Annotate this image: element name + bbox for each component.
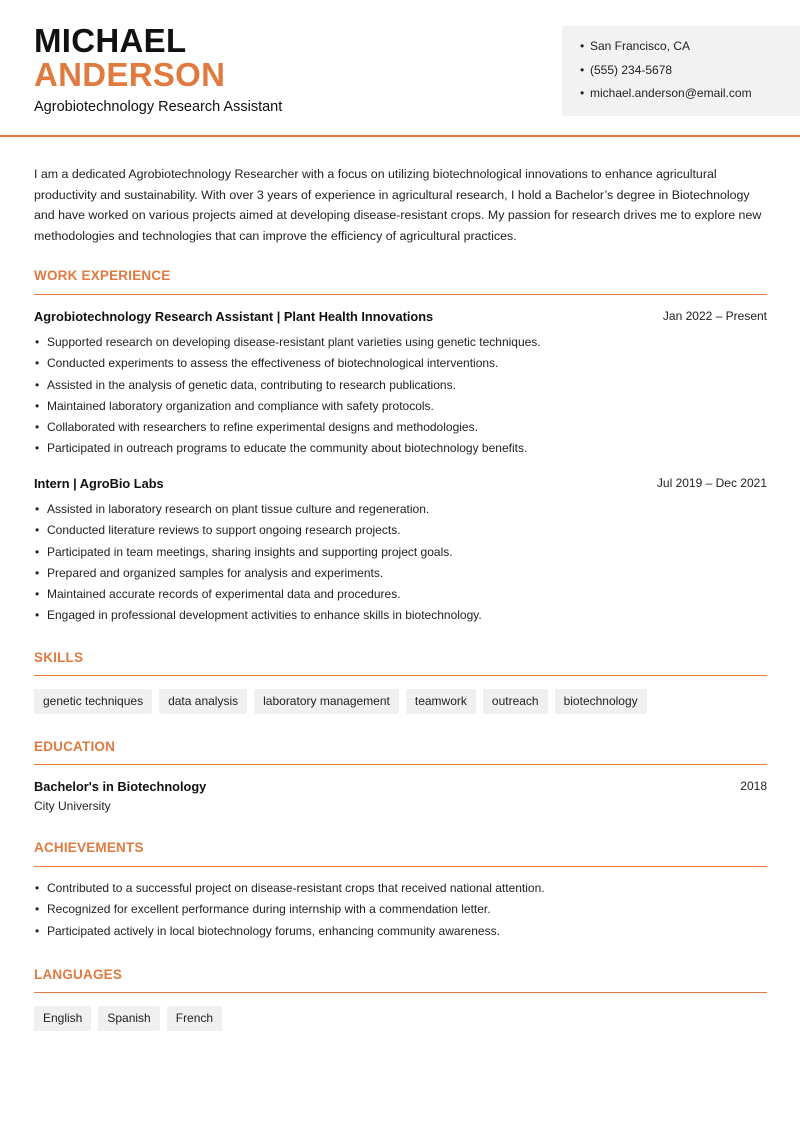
last-name: ANDERSON [34,56,226,93]
section-divider [34,866,767,867]
list-item: • Participated in team meetings, sharing insights and supporting project goals. [34,542,767,563]
skill-tag: biotechnology [555,689,647,714]
job-title: Agrobiotechnology Research Assistant [34,99,283,115]
job-dates: Jan 2022 – Present [662,309,767,323]
skill-tag: laboratory management [254,689,399,714]
job-bullet-list [34,332,767,460]
list-item: • Engaged in professional development activities to enhance skills in biotechnology. [34,605,767,626]
list-item: • Conducted experiments to assess the effectiveness of biotechnological interventions. [34,353,767,374]
list-item: • Collaborated with researchers to refine experimental designs and methodologies. [34,417,767,438]
summary-paragraph: I am a dedicated Agrobiotechnology Researcher with a focus on utilizing biotechnological innovations to enhance agricultural productivity and sustainability. With over 3 years of experience in agricultural research, I hold a Bachelor’s degree in Biotechnology and have worked on various projects aimed at developing disease-resistant crops. My passion for research drives me to explore new methodologies and technologies that can improve the efficiency of agricultural practices. [34,167,762,243]
language-tag: Spanish [98,1006,159,1031]
resume-header [0,0,800,137]
contact-location: • San Francisco, CA [580,36,800,60]
section-divider [34,675,767,676]
list-item: • Assisted in the analysis of genetic data, contributing to research publications. [34,375,767,396]
education-school: City University [34,799,111,813]
list-item: • Recognized for excellent performance during internship with a commendation letter. [34,899,767,920]
skill-tag: teamwork [406,689,476,714]
section-title-skills: SKILLS [34,650,84,665]
skill-tag: outreach [483,689,548,714]
section-divider [34,764,767,765]
achievements-list [34,878,767,942]
section-title-languages: LANGUAGES [34,967,123,982]
contact-email[interactable]: • michael.anderson@email.com [580,83,800,107]
skills-tag-list [34,689,647,714]
section-divider [34,294,767,295]
list-item: • Supported research on developing disease-resistant plant varieties using genetic techniques. [34,332,767,353]
section-title-education: EDUCATION [34,739,116,754]
job-dates: Jul 2019 – Dec 2021 [656,476,767,490]
job-header [34,309,767,327]
skill-tag: data analysis [159,689,247,714]
job-role: Intern | AgroBio Labs [34,476,164,491]
language-tag: French [167,1006,222,1031]
skill-tag: genetic techniques [34,689,152,714]
education-year: 2018 [740,779,767,793]
languages-tag-list [34,1006,222,1031]
list-item: • Participated in outreach programs to educate the community about biotechnology benefits. [34,438,767,459]
language-tag: English [34,1006,91,1031]
contact-box [562,26,800,116]
contact-phone: • (555) 234-5678 [580,60,800,84]
job-role: Agrobiotechnology Research Assistant | Plant Health Innovations [34,309,434,324]
list-item: • Prepared and organized samples for analysis and experiments. [34,563,767,584]
list-item: • Maintained laboratory organization and compliance with safety protocols. [34,396,767,417]
list-item: • Contributed to a successful project on disease-resistant crops that received national attention. [34,878,767,899]
list-item: • Conducted literature reviews to support ongoing research projects. [34,520,767,541]
job-header [34,476,767,494]
section-divider [34,992,767,993]
list-item: • Maintained accurate records of experimental data and procedures. [34,584,767,605]
list-item: • Participated actively in local biotechnology forums, enhancing community awareness. [34,921,767,942]
section-title-work-experience: WORK EXPERIENCE [34,268,171,283]
education-degree: Bachelor's in Biotechnology [34,779,207,794]
first-name: MICHAEL [34,22,187,59]
section-title-achievements: ACHIEVEMENTS [34,840,144,855]
list-item: • Assisted in laboratory research on plant tissue culture and regeneration. [34,499,767,520]
job-bullet-list [34,499,767,627]
